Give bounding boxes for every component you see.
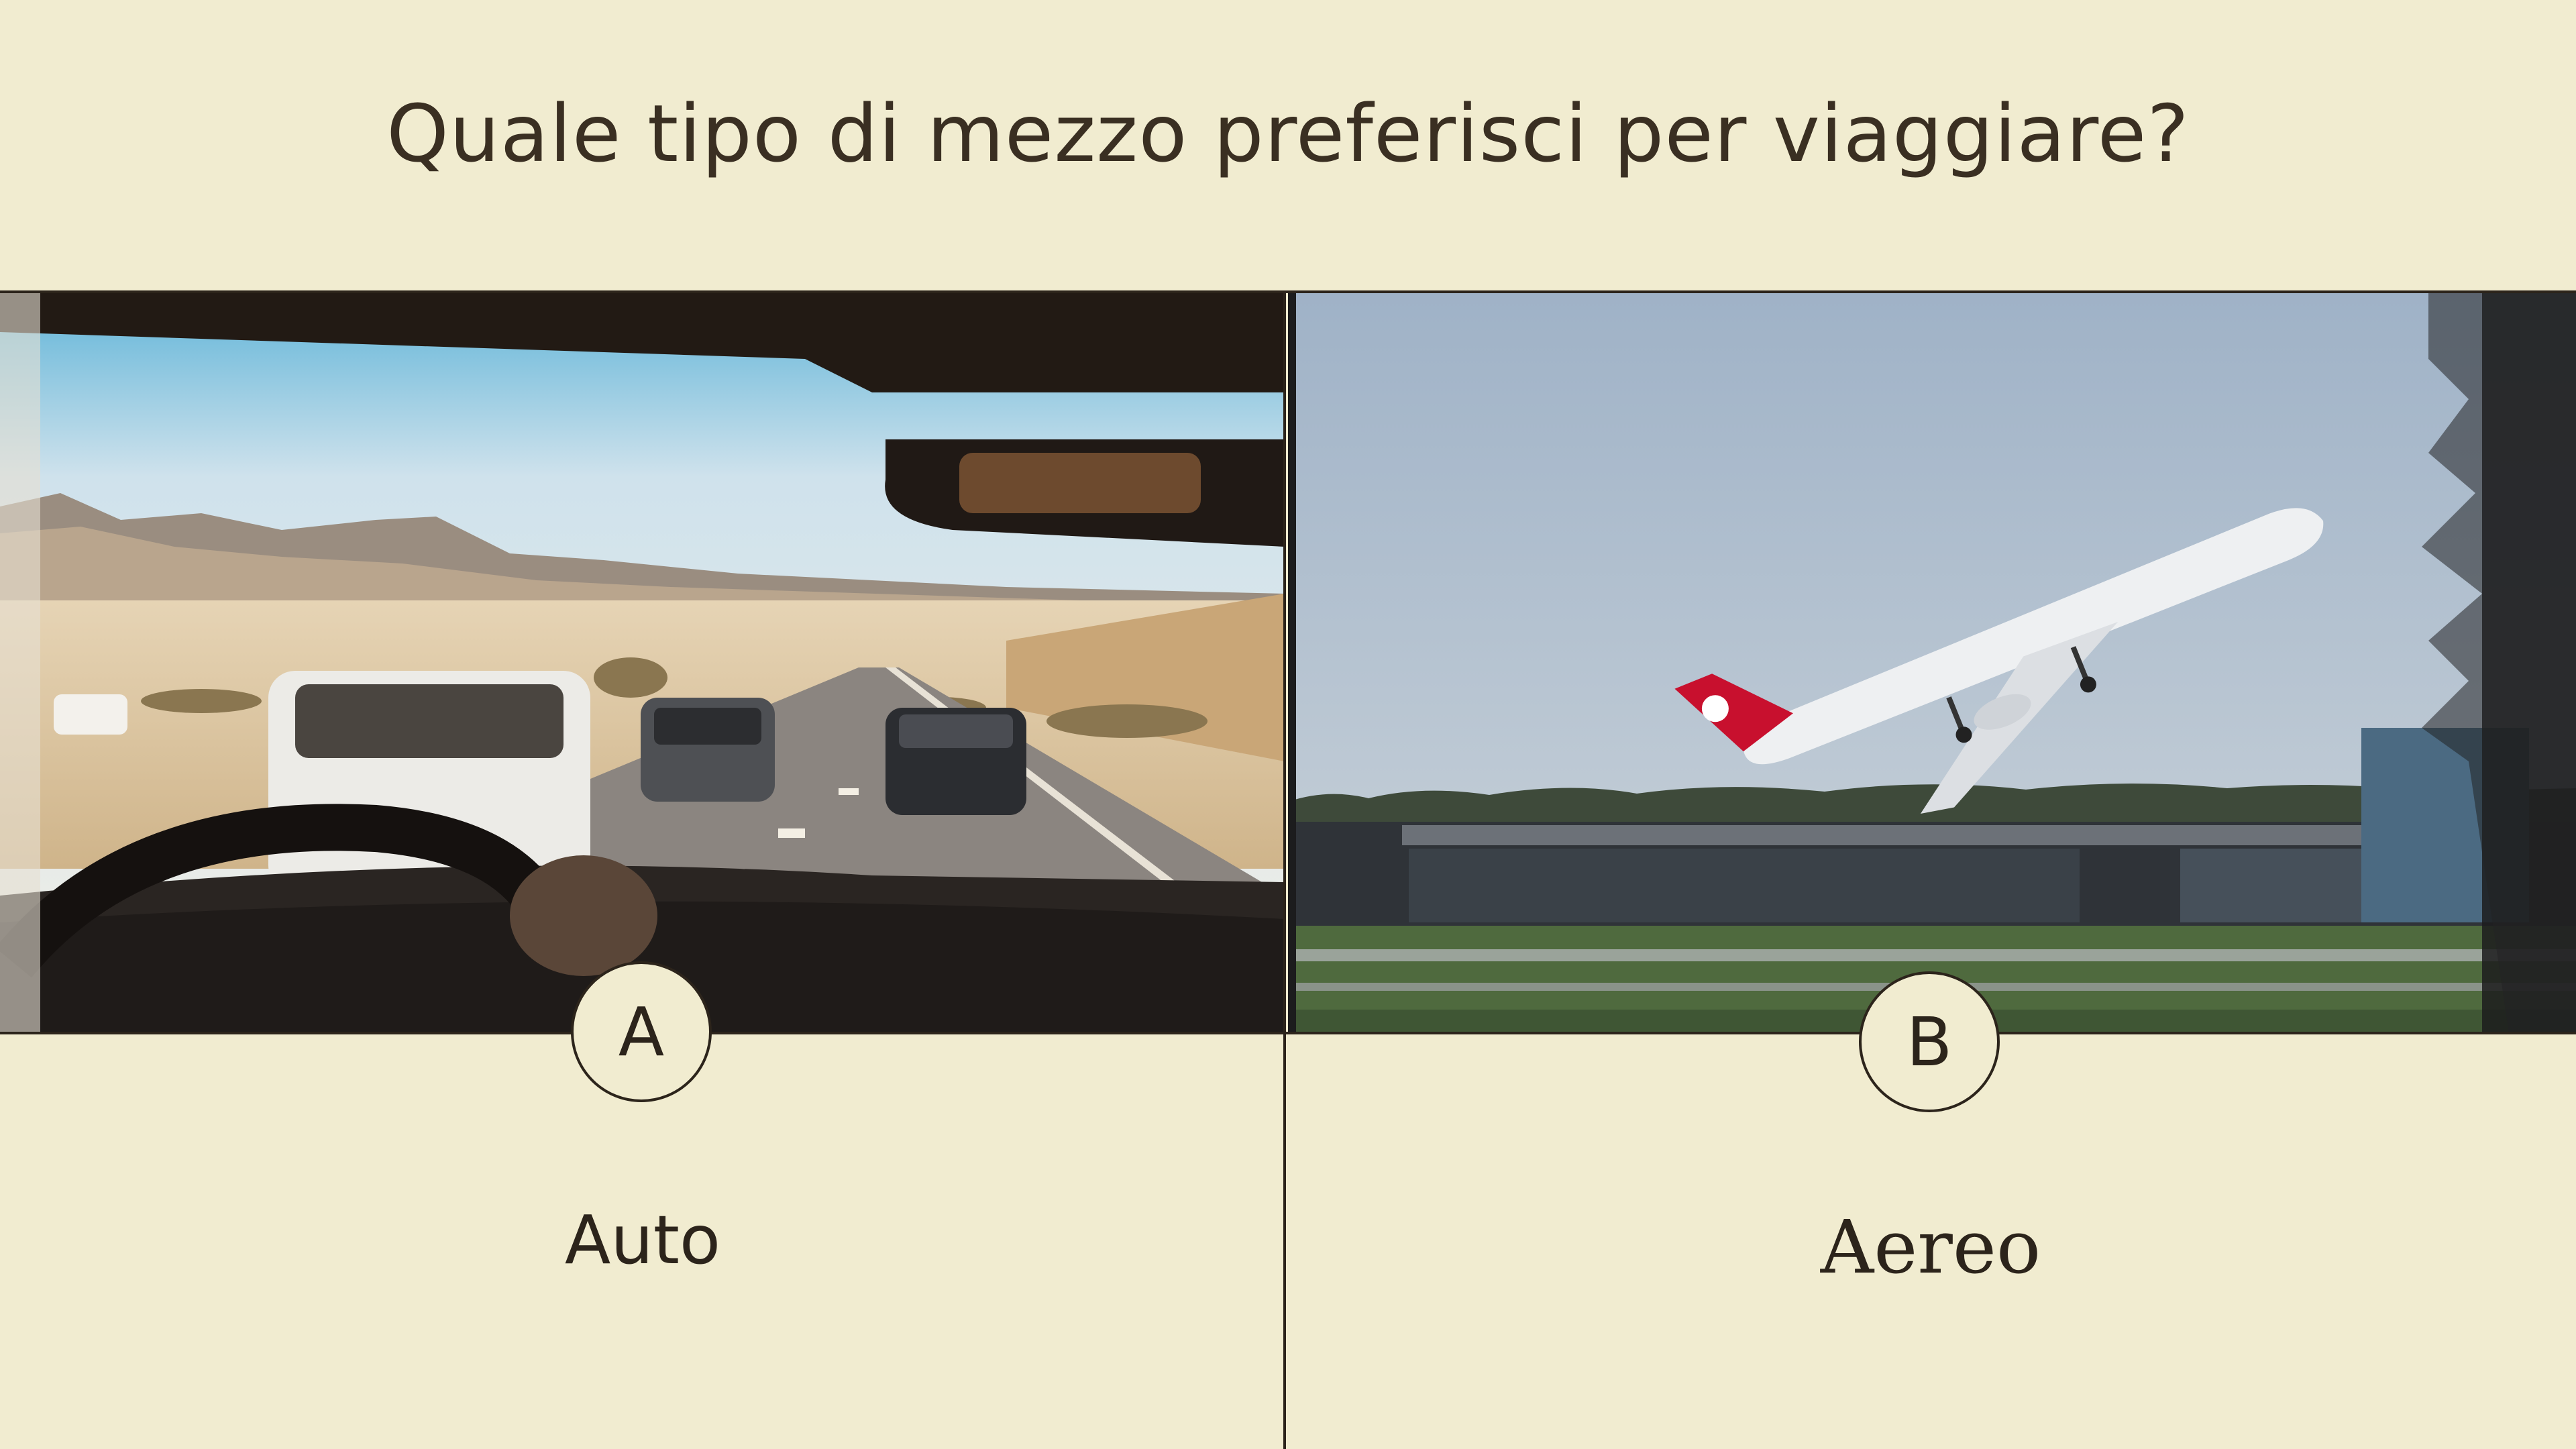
option-a-image[interactable] (0, 292, 1285, 1033)
center-divider (1283, 292, 1286, 1449)
option-b-badge[interactable]: B (1859, 971, 2000, 1112)
option-b-image[interactable] (1288, 292, 2576, 1033)
top-image-border (0, 290, 2576, 293)
question-title: Quale tipo di mezzo preferisci per viaggiare? (386, 87, 2190, 180)
option-b-label[interactable]: Aereo (1820, 1204, 2041, 1290)
option-a-label[interactable]: Auto (564, 1201, 721, 1279)
bottom-image-border (0, 1032, 2576, 1034)
option-a-badge[interactable]: A (571, 961, 712, 1102)
